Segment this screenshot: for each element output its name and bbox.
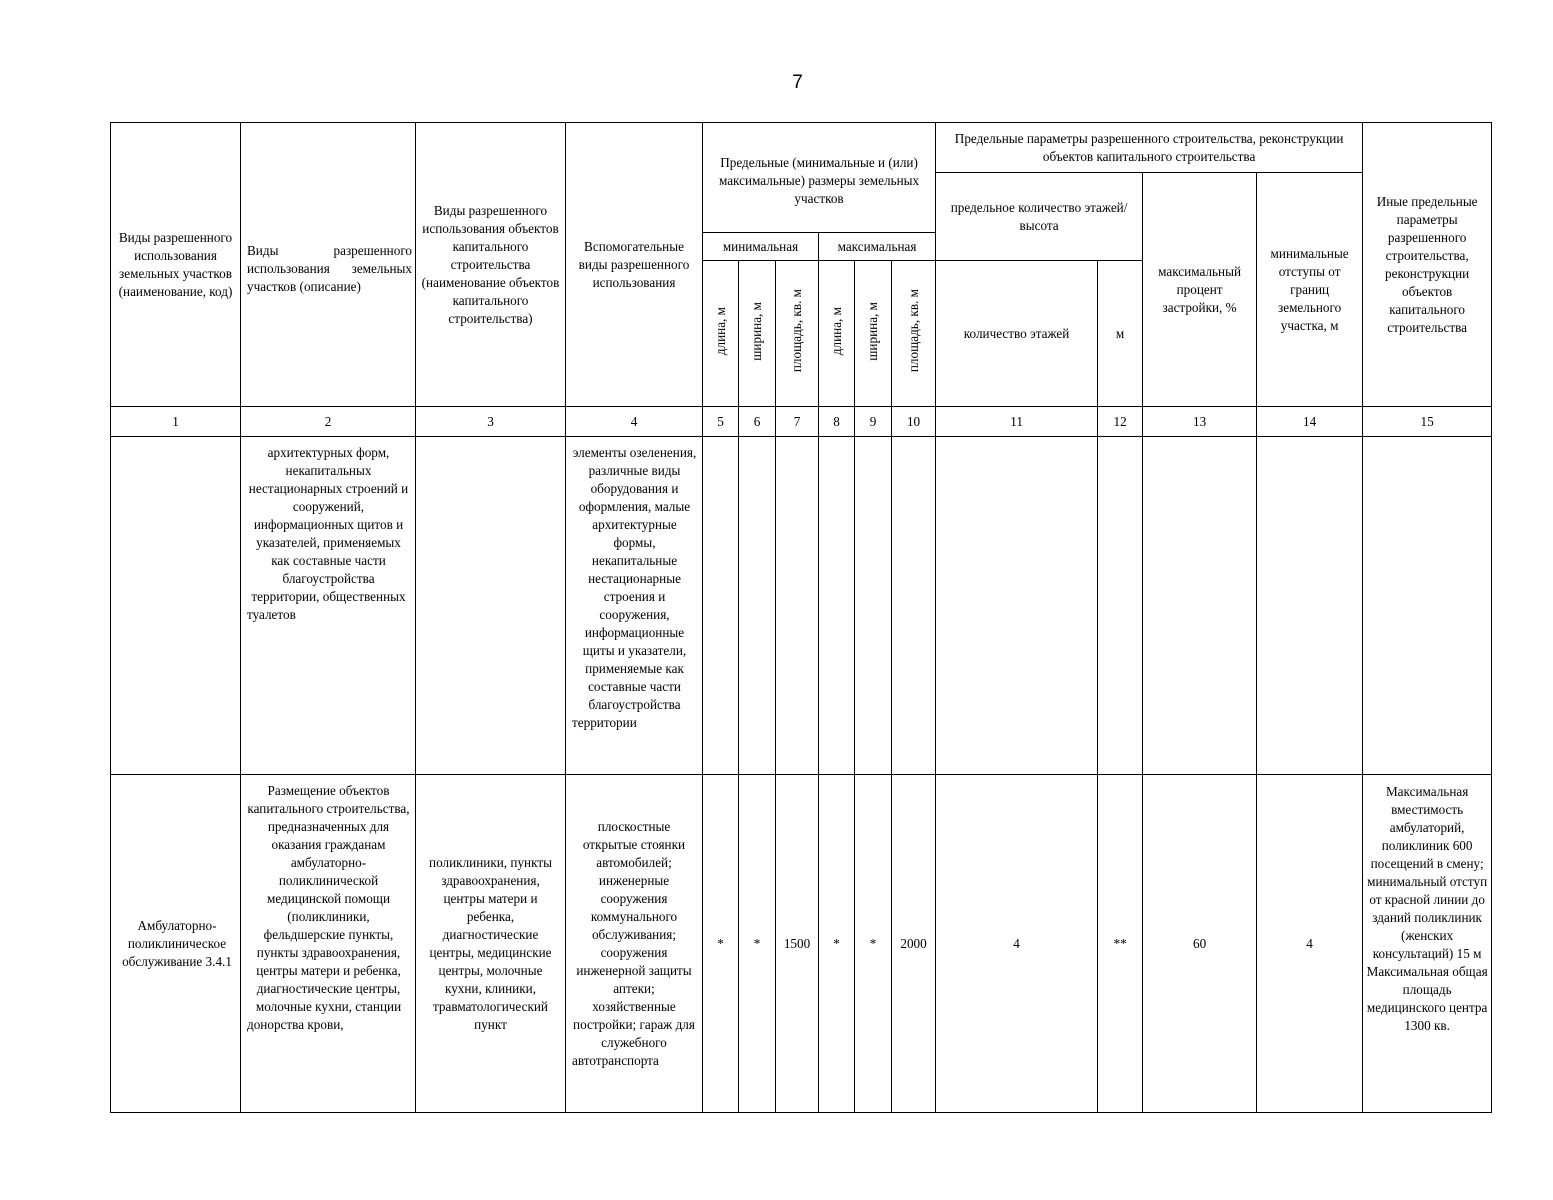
cell-meters xyxy=(1098,437,1143,775)
cell-floors: 4 xyxy=(936,775,1098,1113)
cell-land-use-name: Амбулаторно-поликлиническое обслуживание 3.4.1 xyxy=(111,775,241,1113)
header-auxiliary-use: Вспомогательные виды разрешенного использования xyxy=(566,123,703,407)
header-object-use: Виды разрешенного использования объектов капитального строительства (наименование объектов капитального строительства) xyxy=(416,123,566,407)
table-row xyxy=(111,775,1492,1113)
header-max-length: длина, м xyxy=(819,261,855,407)
cell-min-area: 1500 xyxy=(776,775,819,1113)
cell-auxiliary-use: элементы озеленения, различные виды оборудования и оформления, малые архитектурные формы, некапитальные нестационарные строения и сооружения, информационные щиты и указатели, применяемые как составные части благоустройства территории xyxy=(566,437,703,775)
header-min-width: ширина, м xyxy=(739,261,776,407)
header-floors-height: предельное количество этажей/высота xyxy=(936,173,1143,261)
col-num: 5 xyxy=(703,407,739,437)
col-num: 13 xyxy=(1143,407,1257,437)
cell-object-use: поликлиники, пункты здравоохранения, центры матери и ребенка, диагностические центры, медицинские центры, молочные кухни, клиники, травматологический пункт xyxy=(416,775,566,1113)
header-build-params-group: Предельные параметры разрешенного строительства, реконструкции объектов капитального строительства xyxy=(936,123,1363,173)
cell-min-setback: 4 xyxy=(1257,775,1363,1113)
cell-land-use-description: Размещение объектов капитального строительства, предназначенных для оказания гражданам амбулаторно-поликлинической медицинской помощи (поликлиники, фельдшерские пункты, пункты здравоохранения, центры матери и ребенка, диагностические центры, молочные кухни, станции донорства крови, xyxy=(241,775,416,1113)
header-max-width: ширина, м xyxy=(855,261,892,407)
header-land-use-description: Виды разрешенного использования земельных участков (описание) xyxy=(241,123,416,407)
header-max-area: площадь, кв. м xyxy=(892,261,936,407)
header-min-area: площадь, кв. м xyxy=(776,261,819,407)
col-num: 1 xyxy=(111,407,241,437)
table-row xyxy=(111,437,1492,775)
header-max-percent: максимальный процент застройки, % xyxy=(1143,173,1257,407)
col-num: 8 xyxy=(819,407,855,437)
cell-min-length: * xyxy=(703,775,739,1113)
col-num: 7 xyxy=(776,407,819,437)
header-minimum: минимальная xyxy=(703,233,819,261)
cell-floors xyxy=(936,437,1098,775)
cell-min-width xyxy=(739,437,776,775)
header-land-size-group: Предельные (минимальные и (или) максимальные) размеры земельных участков xyxy=(703,123,936,233)
cell-land-use-description: архитектурных форм, некапитальных нестационарных строений и сооружений, информационных щитов и указателей, применяемых как составные части благоустройства территории, общественных туалетов xyxy=(241,437,416,775)
cell-max-length xyxy=(819,437,855,775)
cell-max-percent xyxy=(1143,437,1257,775)
header-floors: количество этажей xyxy=(936,261,1098,407)
cell-max-width: * xyxy=(855,775,892,1113)
header-min-setback: минимальные отступы от границ земельного участка, м xyxy=(1257,173,1363,407)
cell-max-percent: 60 xyxy=(1143,775,1257,1113)
col-num: 11 xyxy=(936,407,1098,437)
col-num: 12 xyxy=(1098,407,1143,437)
col-num: 2 xyxy=(241,407,416,437)
cell-max-area xyxy=(892,437,936,775)
col-num: 4 xyxy=(566,407,703,437)
cell-land-use-name xyxy=(111,437,241,775)
page-number: 7 xyxy=(792,72,803,93)
cell-meters: ** xyxy=(1098,775,1143,1113)
regulations-table xyxy=(110,122,1492,1113)
header-maximum: максимальная xyxy=(819,233,936,261)
cell-object-use xyxy=(416,437,566,775)
col-num: 14 xyxy=(1257,407,1363,437)
header-row-1 xyxy=(111,123,1492,173)
col-num: 10 xyxy=(892,407,936,437)
header-min-length: длина, м xyxy=(703,261,739,407)
cell-min-length xyxy=(703,437,739,775)
col-num: 6 xyxy=(739,407,776,437)
cell-auxiliary-use: плоскостные открытые стоянки автомобилей; инженерные сооружения коммунального обслуживания; сооружения инженерной защиты аптеки; хозяйственные постройки; гараж для служебного автотранспорта xyxy=(566,775,703,1113)
col-num: 15 xyxy=(1363,407,1492,437)
cell-max-area: 2000 xyxy=(892,775,936,1113)
cell-min-area xyxy=(776,437,819,775)
cell-min-width: * xyxy=(739,775,776,1113)
col-num: 9 xyxy=(855,407,892,437)
cell-other-params xyxy=(1363,437,1492,775)
cell-min-setback xyxy=(1257,437,1363,775)
cell-other-params: Максимальная вместимость амбулаторий, поликлиник 600 посещений в смену; минимальный отступ от красной линии до зданий поликлиник (женских консультаций) 15 м Максимальная общая площадь медицинского центра 1300 кв. xyxy=(1363,775,1492,1113)
cell-max-width xyxy=(855,437,892,775)
header-land-use-name: Виды разрешенного использования земельных участков (наименование, код) xyxy=(111,123,241,407)
cell-max-length: * xyxy=(819,775,855,1113)
column-numbers-row xyxy=(111,407,1492,437)
header-meters: м xyxy=(1098,261,1143,407)
col-num: 3 xyxy=(416,407,566,437)
header-other-params: Иные предельные параметры разрешенного строительства, реконструкции объектов капитального строительства xyxy=(1363,123,1492,407)
